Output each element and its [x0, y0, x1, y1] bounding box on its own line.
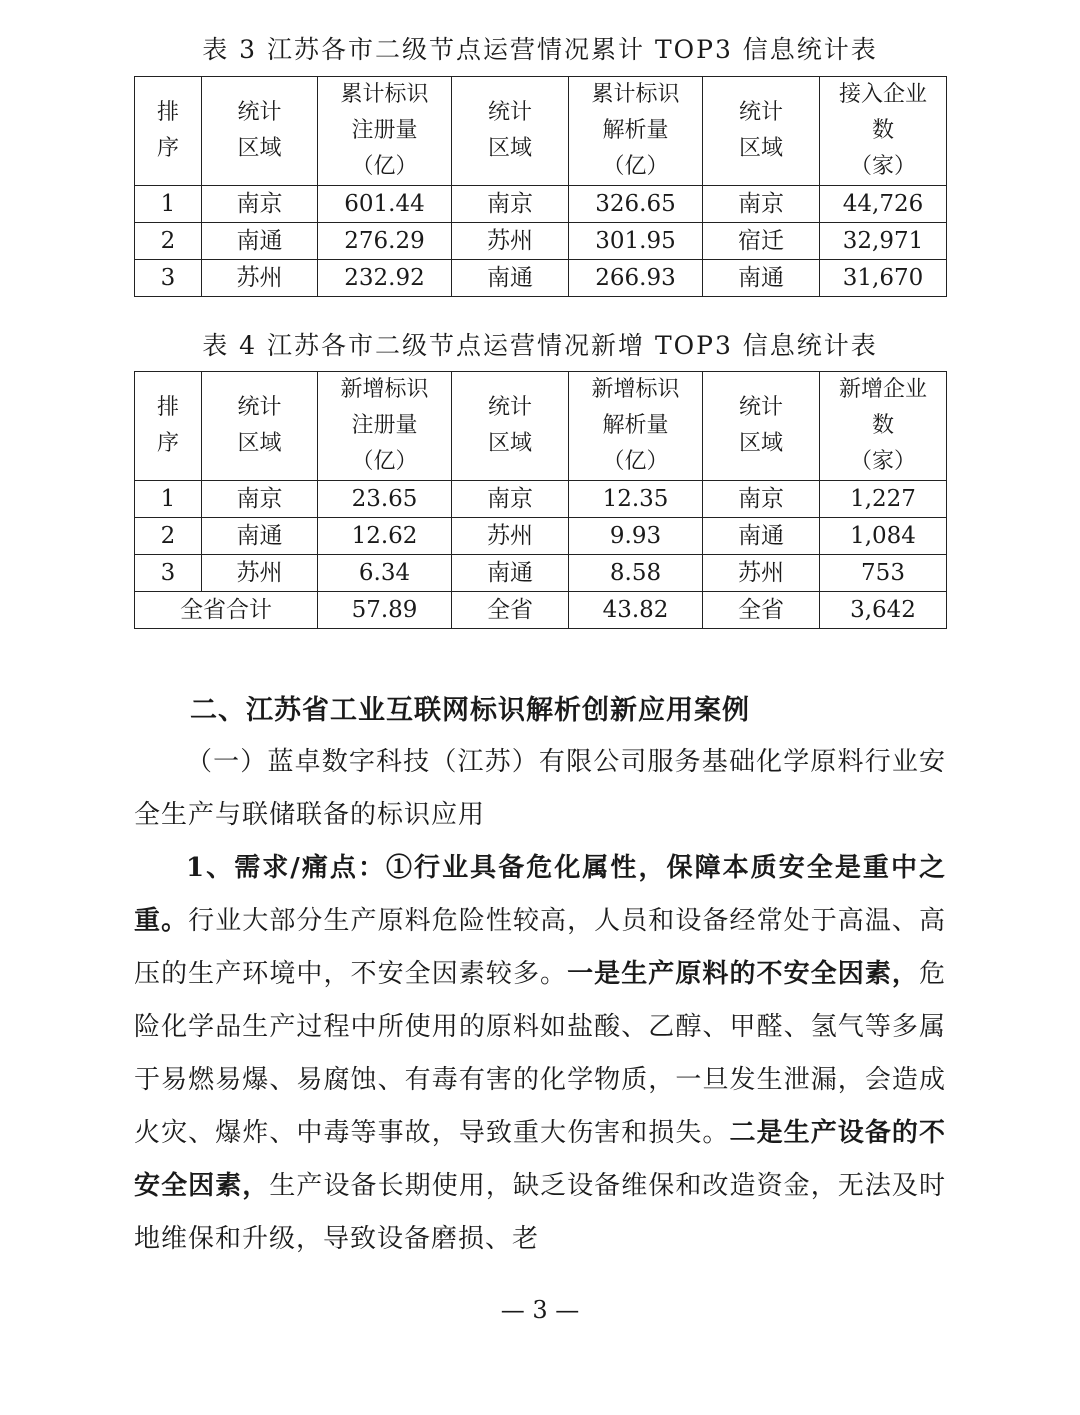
- table-row: [135, 555, 947, 592]
- table-row: [135, 223, 947, 260]
- header-cell: [318, 77, 452, 186]
- table-cell: 苏州: [703, 555, 820, 592]
- table-cell: 301.95: [569, 223, 703, 260]
- table-cell: 南京: [703, 186, 820, 223]
- header-line: 区域: [237, 431, 282, 456]
- table-cell: 1,084: [820, 518, 947, 555]
- header-line: 排: [156, 395, 179, 420]
- table-cell: 南京: [202, 481, 318, 518]
- header-line: 统计: [237, 395, 282, 420]
- page-number: — 3 —: [500, 1296, 580, 1324]
- header-line: （家）: [849, 154, 916, 179]
- table-cell: 3: [135, 260, 202, 297]
- header-line: （家）: [849, 449, 916, 474]
- header-cell: [318, 372, 452, 481]
- header-line: 区域: [237, 136, 282, 161]
- table-cell: 南通: [703, 518, 820, 555]
- bold-phrase: 1、需求/痛点：①行业具备危化属性，保障本质安全是重中之重。: [134, 853, 946, 936]
- bold-phrase: 一是生产原料的不安全因素，: [567, 959, 919, 989]
- table-cell: 1: [135, 481, 202, 518]
- header-line: 接入企业: [838, 82, 927, 107]
- table-cell: 9.93: [569, 518, 703, 555]
- table4-caption: 表 4 江苏各市二级节点运营情况新增 TOP3 信息统计表: [202, 331, 878, 360]
- table-row: [135, 481, 947, 518]
- table-cell: 苏州: [452, 518, 569, 555]
- bold-phrase: 二是生产设备的不安全因素，: [134, 1118, 946, 1201]
- header-line: 新增标识: [591, 377, 680, 402]
- subsection-heading: （一）蓝卓数字科技（江苏）有限公司服务基础化学原料行业安全生产与联储联备的标识应用: [134, 747, 946, 830]
- table-cell: 276.29: [318, 223, 452, 260]
- header-line: 统计: [487, 100, 532, 125]
- header-line: 解析量: [602, 413, 669, 438]
- table-cell: 32,971: [820, 223, 947, 260]
- header-line: 排: [156, 100, 179, 125]
- header-cell: [569, 77, 703, 186]
- table-header-row: [135, 77, 947, 186]
- body-paragraph: [134, 842, 946, 1266]
- table-cell: 44,726: [820, 186, 947, 223]
- total-cell: 43.82: [569, 592, 703, 629]
- header-line: （亿）: [602, 154, 669, 179]
- header-cell: [820, 372, 947, 481]
- header-line: 区域: [738, 431, 783, 456]
- header-cell: [820, 77, 947, 186]
- table-cell: 8.58: [569, 555, 703, 592]
- header-line: 序: [156, 431, 179, 456]
- table-cell: 南通: [202, 518, 318, 555]
- header-line: 区域: [487, 136, 532, 161]
- header-line: 新增企业: [838, 377, 927, 402]
- header-line: 区域: [738, 136, 783, 161]
- table-cell: 苏州: [202, 555, 318, 592]
- table-cell: 2: [135, 518, 202, 555]
- table3: [134, 76, 947, 297]
- body-text: 生产设备长期使用，缺乏设备维保和改造资金，无法及时地维保和升级，导致设备磨损、老: [134, 1171, 946, 1254]
- table-cell: 南京: [703, 481, 820, 518]
- table-cell: 232.92: [318, 260, 452, 297]
- total-cell: 3,642: [820, 592, 947, 629]
- header-line: 数: [871, 118, 894, 143]
- header-cell: [452, 372, 569, 481]
- header-line: 统计: [738, 395, 783, 420]
- table-cell: 753: [820, 555, 947, 592]
- header-line: 新增标识: [340, 377, 429, 402]
- header-line: 统计: [487, 395, 532, 420]
- table-total-row: [135, 592, 947, 629]
- header-line: 区域: [487, 431, 532, 456]
- table4: [134, 371, 947, 629]
- header-cell: [135, 372, 202, 481]
- header-line: 统计: [237, 100, 282, 125]
- header-line: 注册量: [351, 413, 418, 438]
- table-cell: 南京: [202, 186, 318, 223]
- body-text: 危险化学品生产过程中所使用的原料如盐酸、乙醇、甲醛、氢气等多属于易燃易爆、易腐蚀、有毒有害的化学物质，一旦发生泄漏，会造成火灾、爆炸、中毒等事故，导致重大伤害和损失。: [134, 959, 946, 1148]
- table-header-row: [135, 372, 947, 481]
- section-heading: 二、江苏省工业互联网标识解析创新应用案例: [190, 695, 750, 726]
- header-line: 累计标识: [340, 82, 429, 107]
- table-cell: 326.65: [569, 186, 703, 223]
- header-cell: [202, 372, 318, 481]
- table-cell: 南通: [202, 223, 318, 260]
- header-line: （亿）: [351, 154, 418, 179]
- header-line: （亿）: [602, 449, 669, 474]
- total-cell: 57.89: [318, 592, 452, 629]
- total-cell: 全省合计: [135, 592, 318, 629]
- header-line: 统计: [738, 100, 783, 125]
- table-cell: 南通: [703, 260, 820, 297]
- table-cell: 苏州: [202, 260, 318, 297]
- table-cell: 266.93: [569, 260, 703, 297]
- table-cell: 6.34: [318, 555, 452, 592]
- table-cell: 23.65: [318, 481, 452, 518]
- header-cell: [569, 372, 703, 481]
- total-cell: 全省: [452, 592, 569, 629]
- table-cell: 1: [135, 186, 202, 223]
- table-cell: 苏州: [452, 223, 569, 260]
- header-line: 数: [871, 413, 894, 438]
- header-cell: [135, 77, 202, 186]
- header-cell: [703, 77, 820, 186]
- header-line: 序: [156, 136, 179, 161]
- table-cell: 南京: [452, 186, 569, 223]
- table-cell: 南通: [452, 555, 569, 592]
- table-cell: 3: [135, 555, 202, 592]
- table-cell: 2: [135, 223, 202, 260]
- header-cell: [703, 372, 820, 481]
- table-cell: 宿迁: [703, 223, 820, 260]
- total-cell: 全省: [703, 592, 820, 629]
- table-cell: 31,670: [820, 260, 947, 297]
- table-cell: 1,227: [820, 481, 947, 518]
- table3-caption: 表 3 江苏各市二级节点运营情况累计 TOP3 信息统计表: [202, 35, 878, 64]
- body-text: 行业大部分生产原料危险性较高，人员和设备经常处于高温、高压的生产环境中，不安全因素较多。: [134, 906, 946, 989]
- header-line: （亿）: [351, 449, 418, 474]
- table-row: [135, 260, 947, 297]
- table-row: [135, 186, 947, 223]
- table-cell: 12.62: [318, 518, 452, 555]
- header-cell: [452, 77, 569, 186]
- table-cell: 12.35: [569, 481, 703, 518]
- header-line: 解析量: [602, 118, 669, 143]
- table-cell: 南通: [452, 260, 569, 297]
- header-line: 累计标识: [591, 82, 680, 107]
- table-cell: 601.44: [318, 186, 452, 223]
- header-cell: [202, 77, 318, 186]
- table-cell: 南京: [452, 481, 569, 518]
- header-line: 注册量: [351, 118, 418, 143]
- table-row: [135, 518, 947, 555]
